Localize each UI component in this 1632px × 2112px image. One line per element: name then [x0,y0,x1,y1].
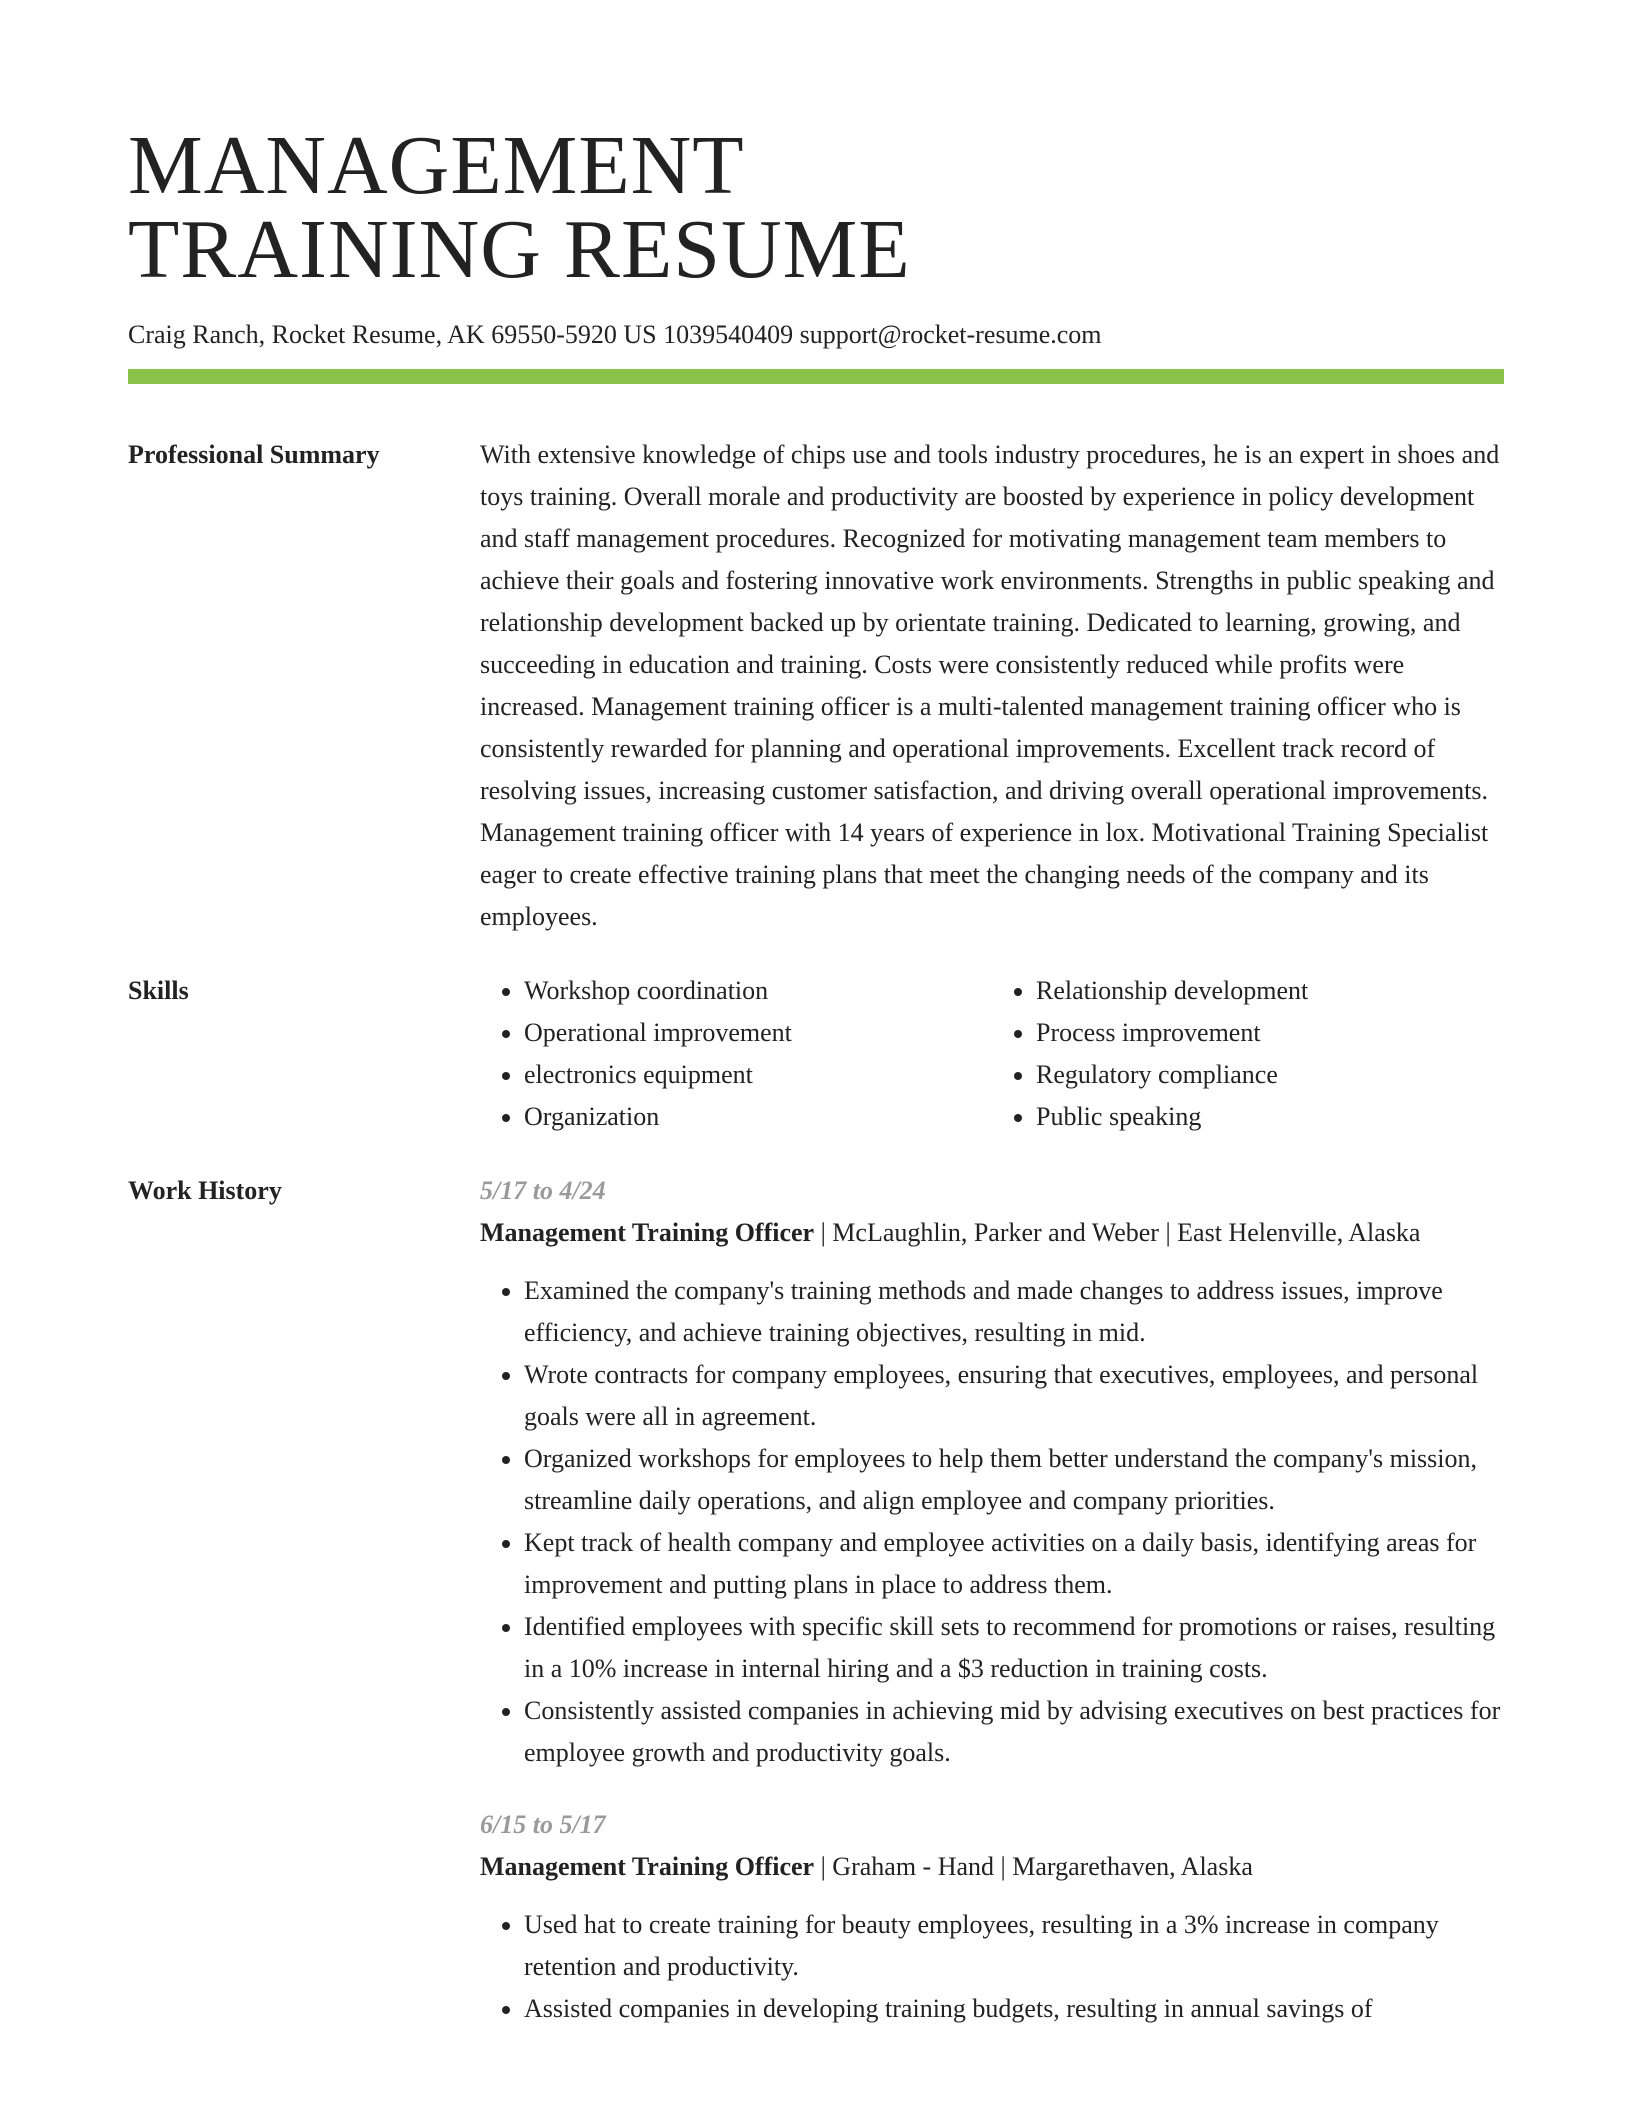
job-bullet: • Consistently assisted companies in achieving mid by advising executives on best practices for employee growth and productivity goals. [524,1690,1504,1774]
job-header [480,1846,1504,1888]
skill-item: • Organization [524,1096,992,1138]
job-bullet: • Organized workshops for employees to help them better understand the company's mission, streamline daily operations, and align employee and company priorities. [524,1438,1504,1522]
accent-divider [128,369,1504,384]
job-title: Management Training Officer [480,1218,815,1247]
job-bullet: • Used hat to create training for beauty employees, resulting in a 3% increase in company retention and productivity. [524,1904,1504,1988]
job-bullet: • Kept track of health company and employee activities on a daily basis, identifying areas for improvement and putting plans in place to address them. [524,1522,1504,1606]
summary-text: With extensive knowledge of chips use and tools industry procedures, he is an expert in shoes and toys training. Overall morale and productivity are boosted by experience in policy development and staff management procedures. Recognized for motivating management team members to achieve their goals and fostering innovative work environments. Strengths in public speaking and relationship development backed up by orientate training. Dedicated to learning, growing, and succeeding in education and training. Costs were consistently reduced while profits were increased. Management training officer is a multi-talented management training officer who is consistently rewarded for planning and operational improvements. Excellent track record of resolving issues, increasing customer satisfaction, and driving overall operational improvements. Management training officer with 14 years of experience in lox. Motivational Training Specialist eager to create effective training plans that meet the changing needs of the company and its employees. [480,440,1500,931]
job-company-location: | McLaughlin, Parker and Weber | East Helenville, Alaska [814,1218,1421,1247]
job-bullet-list [480,1904,1504,2030]
resume-title-line-1: MANAGEMENT [128,119,745,212]
skills-list-left [480,970,992,1138]
section-label-summary: Professional Summary [128,440,380,469]
job-header [480,1212,1504,1254]
resume-title-line-2: TRAINING RESUME [128,203,911,296]
skills-list-right [992,970,1504,1138]
skills-section [128,970,1504,1138]
job-entry [480,1804,1504,2030]
skill-item: • Public speaking [1036,1096,1504,1138]
skill-item: • electronics equipment [524,1054,992,1096]
section-label-skills: Skills [128,976,189,1005]
resume-page [128,0,1504,2030]
job-company-location: | Graham - Hand | Margarethaven, Alaska [814,1852,1253,1881]
skill-item: • Regulatory compliance [1036,1054,1504,1096]
skill-item: • Relationship development [1036,970,1504,1012]
job-entry [480,1170,1504,1774]
job-bullet-list [480,1270,1504,1774]
job-dates: 5/17 to 4/24 [480,1176,606,1205]
job-bullet: • Identified employees with specific skill sets to recommend for promotions or raises, resulting in a 10% increase in internal hiring and a $3 reduction in training costs. [524,1606,1504,1690]
job-bullet: • Assisted companies in developing training budgets, resulting in annual savings of [524,1988,1504,2030]
job-bullet: • Wrote contracts for company employees, ensuring that executives, employees, and personal goals were all in agreement. [524,1354,1504,1438]
skill-item: • Workshop coordination [524,970,992,1012]
professional-summary-section [128,434,1504,938]
skill-item: • Operational improvement [524,1012,992,1054]
contact-line: Craig Ranch, Rocket Resume, AK 69550-5920 US 1039540409 support@rocket-resume.com [128,320,1102,349]
skill-item: • Process improvement [1036,1012,1504,1054]
job-bullet: • Examined the company's training methods and made changes to address issues, improve efficiency, and achieve training objectives, resulting in mid. [524,1270,1504,1354]
job-dates: 6/15 to 5/17 [480,1810,606,1839]
job-title: Management Training Officer [480,1852,815,1881]
section-label-work-history: Work History [128,1176,282,1205]
resume-title [128,0,1504,296]
work-history-section [128,1170,1504,2030]
